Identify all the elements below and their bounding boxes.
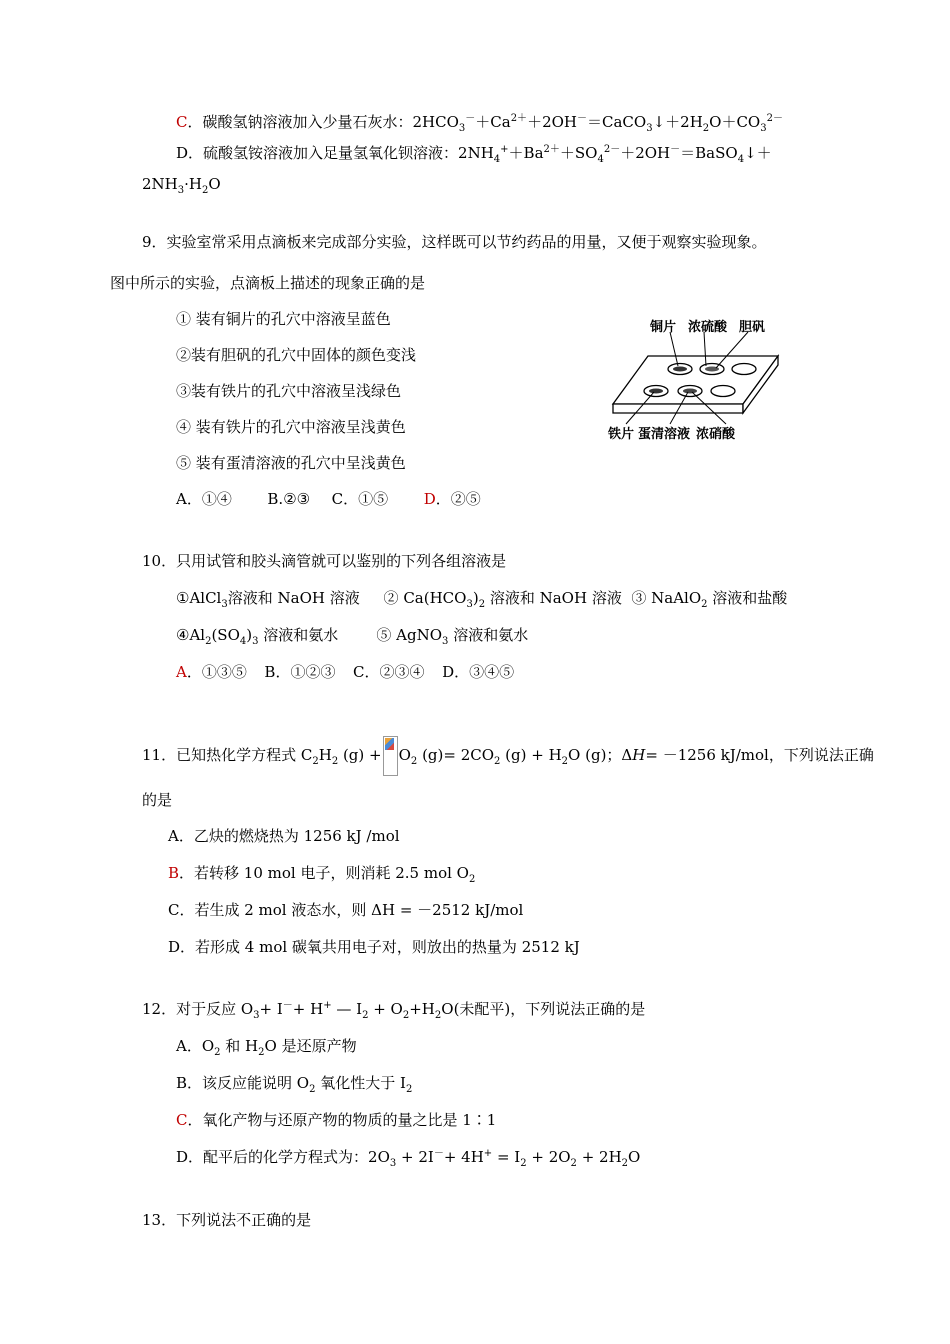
q11-stem-line2: 的是 [142,791,173,809]
q10-choice-d: D．③④⑤ [442,663,515,681]
q9-choices [176,489,481,509]
q11-stem: 11．已知热化学方程式 $C_2H_2$ $(g) + O_2$ $(g)= 2CO_2$ $(g) + H_2O$ (g)；ΔH= －1256 kJ/mol，下列说法正确 [142,736,874,776]
q9-choice-b: B.②③ [267,490,311,508]
q9-choice-c: C．①⑤ [331,490,389,508]
q11-option-b: B．若转移 10 mol 电子，则消耗 2.5 mol $O_2$ [168,864,476,885]
q9-choice-a: A．①④ [176,490,232,508]
label-conc-nitric: 浓硝酸 [696,427,736,442]
q9-stem-line1: 9．实验室常采用点滴板来完成部分实验，这样既可以节约药品的用量，又便于观察实验现象。 [142,233,767,251]
q9-item-5: ⑤ 装有蛋清溶液的孔穴中呈浅黄色 [176,454,406,472]
label-conc-sulfuric: 浓硫酸 [688,320,728,335]
q9-item-2: ②装有胆矾的孔穴中固体的颜色变浅 [176,346,417,364]
q9-choice-d-letter: D [423,490,436,508]
q10-groups-line1: ①AlCl$_3$溶液和 NaOH 溶液 ② $Ca(HCO_3)_2$ 溶液和 NaOH 溶液 ③ NaAlO$_2$ 溶液和盐酸 [176,589,788,610]
q9-item-1: ① 装有铜片的孔穴中溶液呈蓝色 [176,310,391,328]
q9-stem-line2: 图中所示的实验，点滴板上描述的现象正确的是 [110,274,426,292]
q8-option-c-text: ．碳酸氢钠溶液加入少量石灰水：$2HCO_3^-+Ca^{2+}+2OH^-=CaCO_3↓+2H_2O+CO_3^{2-}$ [187,113,783,134]
q9-choice-d-text: ．②⑤ [435,490,481,508]
q12-option-a: A．$O_2$ 和 $H_2O$ 是还原产物 [176,1037,357,1058]
q12-stem: 12．对于反应 $O_3+ I^-+ H^+$ — $I_2 + O_2+H_2O$(未配平)，下列说法正确的是 [142,1000,646,1021]
label-egg-white: 蛋清溶液 [638,427,691,442]
fraction-image-icon [383,736,398,776]
q12-option-c: C．氧化产物与还原产物的物质的量之比是 1∶1 [176,1111,497,1129]
q13-stem: 13．下列说法不正确的是 [142,1211,312,1229]
q10-choice-b: B．①②③ [264,663,336,681]
spot-plate-figure [608,316,783,444]
q10-choices [176,662,514,682]
q10-choice-a-letter: A [176,663,187,681]
q11-option-d: D．若形成 4 mol 碳氧共用电子对，则放出的热量为 2512 kJ [168,938,580,956]
q11-option-b-letter: B [168,864,180,882]
q10-stem: 10．只用试管和胶头滴管就可以鉴别的下列各组溶液是 [142,552,507,570]
q10-groups-line2: $④Al_2(SO_4)_3$ 溶液和氨水 ⑤ AgNO$_3$ 溶液和氨水 [176,626,529,647]
q8-option-d: D．硫酸氢铵溶液加入足量氢氧化钡溶液：$2NH_4^++Ba^{2+}+SO_4^{2-}+2OH^-=BaSO_4↓+$ [176,144,772,165]
q8-option-c [176,112,783,132]
q11-option-c: C．若生成 2 mol 液态水，则 ΔH = －2512 kJ/mol [168,901,524,919]
q9-item-4: ④ 装有铁片的孔穴中溶液呈浅黄色 [176,418,406,436]
q12-option-c-letter: C [176,1111,188,1129]
label-copper: 铜片 [650,320,677,335]
q12-option-b: B．该反应能说明 $O_2$ 氧化性大于 $I_2$ [176,1074,413,1095]
q9-item-3: ③装有铁片的孔穴中溶液呈浅绿色 [176,382,402,400]
q12-option-d: D．配平后的化学方程式为：$2O_3 + 2I^-+ 4H^+ = I_2 + 2O_2 + 2H_2O$ [176,1148,641,1169]
label-iron: 铁片 [608,427,635,442]
q11-option-a: A．乙炔的燃烧热为 1256 kJ /mol [168,827,400,845]
q8-option-d-cont: $2NH_3\cdot H_2O$ [142,175,221,196]
label-blue-vitriol: 胆矾 [739,320,766,335]
q8-option-c-letter: C [176,113,188,131]
q10-choice-a-text: ．①③⑤ [186,663,247,681]
q10-choice-c: C．②③④ [353,663,425,681]
